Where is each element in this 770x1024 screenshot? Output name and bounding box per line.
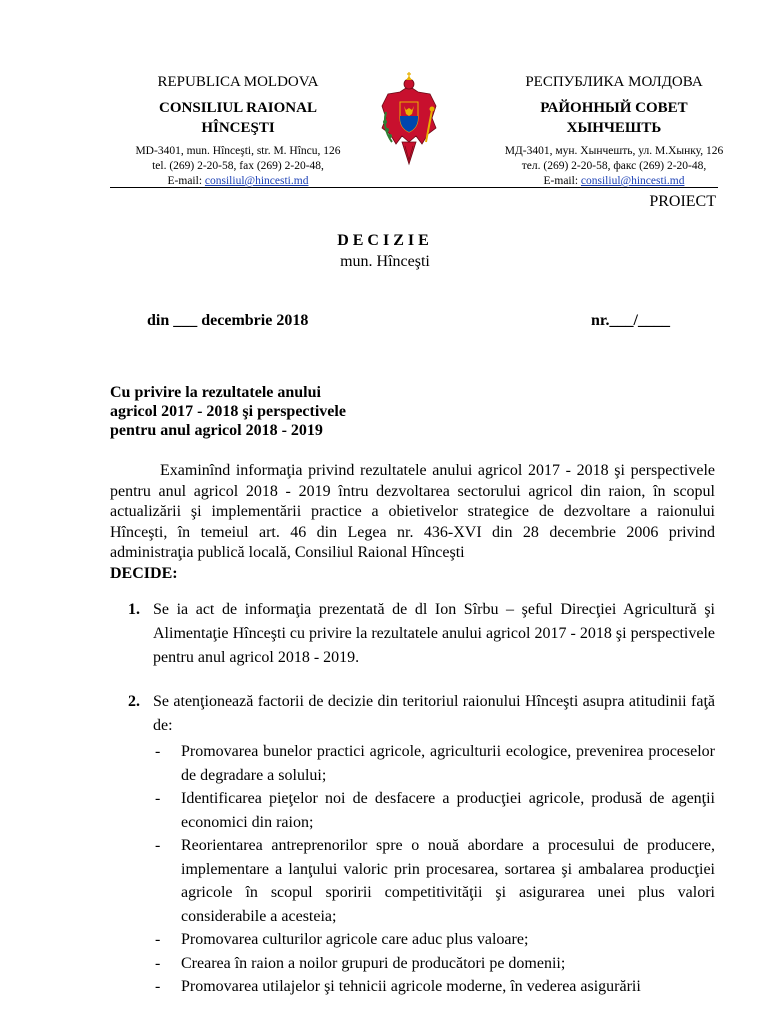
header-left: [108, 72, 368, 189]
address-block-ro: [108, 144, 368, 189]
decision-item: [128, 598, 715, 670]
country-name-ru: РЕСПУБЛИКА МОЛДОВА: [525, 74, 703, 90]
list-item-text: Reorientarea antreprenorilor spre o nouă abordare a procesului de producere, implementare a lanţului valoric prin procesarea, sortarea şi ambalarea producţiei agricole în scopul sporirii competitivităţii şi asigurarea unei plus valori considerabile a acesteia;: [181, 837, 715, 925]
council-line1-ro: CONSILIUL RAIONAL: [159, 100, 317, 116]
header-divider: [110, 187, 718, 188]
preamble-text: Examinînd informaţia privind rezultatele anului agricol 2017 - 2018 şi perspectivele pentru anul agricol 2018 - 2019 întru dezvoltarea sectorului agricol din raion, în scopul actualizării şi implementării practice a obietivelor strategice de dezvoltare a raionului Hînceşti, în temeiul art. 46 din Legea nr. 436-XVI din 28 decembrie 2006 privind administraţia publică locală, Consiliul Raional Hînceşti: [110, 462, 715, 561]
email-label-ru: E-mail:: [543, 175, 581, 187]
subject-block: [110, 383, 410, 440]
council-name-ro: [108, 98, 368, 138]
coat-of-arms-icon: [378, 72, 440, 172]
phone-ro: tel. (269) 2-20-58, fax (269) 2-20-48,: [152, 160, 324, 172]
list-item: - Promovarea bunelor practici agricole, agriculturii ecologice, prevenirea proceselor de degradare a solului;: [155, 743, 715, 784]
subject-line: Cu privire la rezultatele anului: [110, 384, 321, 401]
email-link-ru[interactable]: consiliul@hincesti.md: [580, 175, 685, 187]
email-link-ro[interactable]: consiliul@hincesti.md: [204, 175, 309, 187]
list-item-text: Promovarea culturilor agricole care aduc plus valoare;: [181, 931, 529, 948]
council-name-ru: [484, 98, 744, 138]
list-item: - Identificarea pieţelor noi de desfacere a producţiei agricole, produsă de agenţii economici din raion;: [155, 790, 715, 831]
item-text: Se atenţionează factorii de decizie din teritoriul raionului Hînceşti asupra atitudinii faţă de:: [153, 693, 715, 734]
item-number: 1.: [128, 601, 140, 618]
subject-line: agricol 2017 - 2018 şi perspectivele: [110, 403, 346, 420]
list-item-text: Promovarea utilajelor şi tehnicii agricole moderne, în vederea asigurării: [181, 978, 641, 995]
country-name-ro: REPUBLICA MOLDOVA: [157, 74, 319, 90]
decide-label: DECIDE:: [110, 564, 178, 582]
list-item: - Promovarea utilajelor şi tehnicii agricole moderne, în vederea asigurării: [155, 978, 641, 995]
email-label-ro: E-mail:: [167, 175, 205, 187]
list-item-text: Crearea în raion a noilor grupuri de producători pe domenii;: [181, 954, 566, 972]
list-item-text: Identificarea pieţelor noi de desfacere a producţiei agricole, produsă de agenţii economici din raion;: [181, 790, 715, 831]
address-block-ru: [484, 144, 744, 189]
subject-line: pentru anul agricol 2018 - 2019: [110, 422, 323, 439]
preamble-paragraph: [110, 461, 715, 584]
address-ru: МД-3401, мун. Хынчешть, ул. М.Хынку, 126: [504, 145, 724, 157]
date-line: din ___ decembrie 2018: [147, 312, 309, 329]
decision-item: [128, 690, 715, 738]
address-ro: MD-3401, mun. Hînceşti, str. M. Hîncu, 126: [135, 145, 341, 157]
list-item: - Promovarea culturilor agricole care aduc plus valoare;: [155, 931, 529, 948]
bullet-list: [153, 740, 715, 999]
list-item: - Reorientarea antreprenorilor spre o nouă abordare a procesului de producere, implementare a lanţului valoric prin procesarea, sortarea şi ambalarea producţiei agricole în scopul sporirii competitivităţii şi asigurarea unei plus valori considerabile a acesteia;: [155, 837, 715, 925]
item-text: Se ia act de informaţia prezentată de dl Ion Sîrbu – şeful Direcţiei Agricultură şi Alimentaţie Hînceşti cu privire la rezultatele anului agricol 2017 - 2018 şi perspectivele pentru anul agricol 2018 - 2019.: [153, 601, 715, 666]
draft-label: PROIECT: [649, 193, 716, 210]
item-number: 2.: [128, 693, 140, 710]
council-line2-ru: ХЫНЧЕШТЬ: [566, 120, 662, 136]
list-item: - Crearea în raion a noilor grupuri de producători pe domenii;: [155, 954, 566, 972]
council-line1-ru: РАЙОННЫЙ СОВЕТ: [540, 100, 688, 116]
phone-ru: тел. (269) 2-20-58, факс (269) 2-20-48,: [521, 160, 707, 172]
number-line: nr.___/____: [591, 312, 670, 329]
header-right: [484, 72, 744, 189]
document-title: DECIZIE: [337, 232, 433, 249]
list-item-text: Promovarea bunelor practici agricole, agriculturii ecologice, prevenirea proceselor de degradare a solului;: [181, 743, 715, 784]
council-line2-ro: HÎNCEŞTI: [201, 120, 275, 136]
document-location: mun. Hînceşti: [340, 253, 430, 270]
